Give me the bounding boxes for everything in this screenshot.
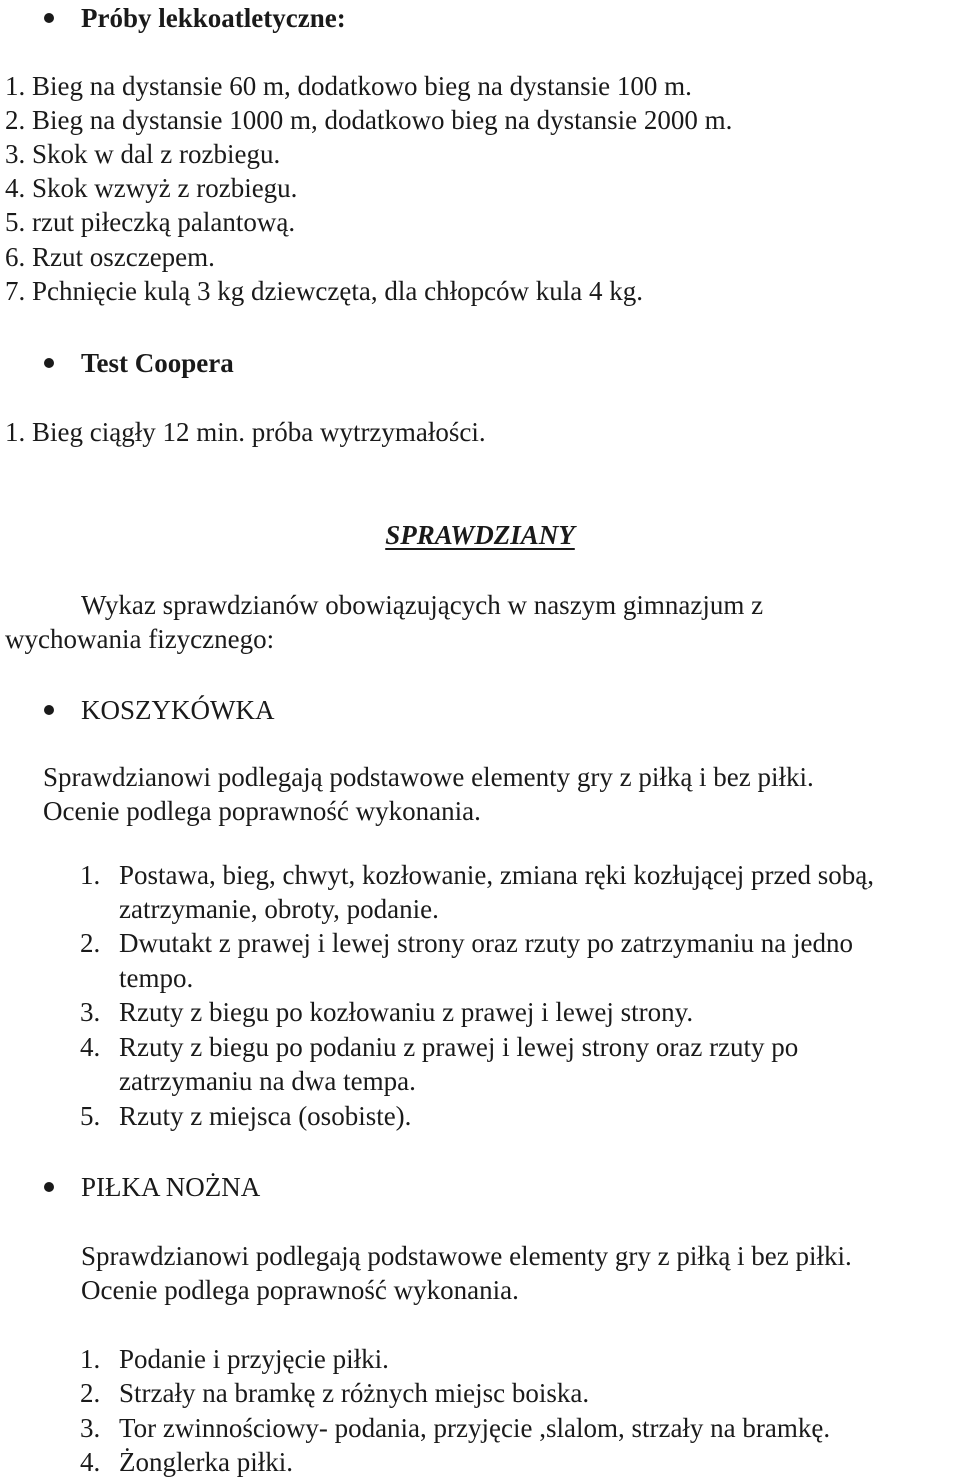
list-item-continuation: zatrzymanie, obroty, podanie. — [119, 894, 439, 924]
list-item-continuation: zatrzymaniu na dwa tempa. — [119, 1066, 416, 1096]
list-item: 1. Bieg ciągły 12 min. próba wytrzymałości. — [5, 417, 486, 447]
basketball-heading: KOSZYKÓWKA — [81, 695, 275, 725]
list-item: 5. rzut piłeczką palantową. — [5, 207, 296, 237]
item-number: 3. — [80, 1413, 101, 1443]
bullet-icon — [44, 1182, 54, 1192]
list-item: 6. Rzut oszczepem. — [5, 242, 215, 272]
list-item: Tor zwinnościowy- podania, przyjęcie ,slalom, strzały na bramkę. — [119, 1413, 831, 1443]
list-item: Rzuty z miejsca (osobiste). — [119, 1101, 412, 1131]
list-item: 4. Skok wzwyż z rozbiegu. — [5, 173, 298, 203]
bullet-icon — [44, 13, 54, 23]
list-item: 1. Bieg na dystansie 60 m, dodatkowo bieg na dystansie 100 m. — [5, 71, 692, 101]
list-item: Dwutakt z prawej i lewej strony oraz rzuty po zatrzymaniu na jedno — [119, 928, 853, 958]
cooper-heading: Test Coopera — [81, 348, 234, 378]
item-number: 1. — [80, 860, 101, 890]
list-item-continuation: tempo. — [119, 963, 194, 993]
item-number: 1. — [80, 1344, 101, 1374]
basketball-desc: Ocenie podlega poprawność wykonania. — [43, 796, 481, 826]
item-number: 4. — [80, 1032, 101, 1062]
list-item: Strzały na bramkę z różnych miejsc boiska. — [119, 1378, 590, 1408]
item-number: 5. — [80, 1101, 101, 1131]
basketball-desc: Sprawdzianowi podlegają podstawowe elementy gry z piłką i bez piłki. — [43, 762, 814, 792]
football-heading: PIŁKA NOŻNA — [81, 1172, 261, 1202]
tests-intro-line: wychowania fizycznego: — [5, 624, 275, 654]
football-desc: Ocenie podlega poprawność wykonania. — [81, 1275, 519, 1305]
football-desc: Sprawdzianowi podlegają podstawowe elementy gry z piłką i bez piłki. — [81, 1241, 852, 1271]
list-item: Rzuty z biegu po kozłowaniu z prawej i lewej strony. — [119, 997, 694, 1027]
tests-intro-line: Wykaz sprawdzianów obowiązujących w naszym gimnazjum z — [81, 590, 764, 620]
athletics-heading: Próby lekkoatletyczne: — [81, 3, 346, 33]
list-item: Rzuty z biegu po podaniu z prawej i lewej strony oraz rzuty po — [119, 1032, 799, 1062]
list-item: 2. Bieg na dystansie 1000 m, dodatkowo bieg na dystansie 2000 m. — [5, 105, 733, 135]
list-item: 7. Pchnięcie kulą 3 kg dziewczęta, dla chłopców kula 4 kg. — [5, 276, 644, 306]
list-item: Żonglerka piłki. — [119, 1447, 293, 1477]
item-number: 3. — [80, 997, 101, 1027]
tests-title: SPRAWDZIANY — [385, 520, 575, 550]
list-item: 3. Skok w dal z rozbiegu. — [5, 139, 281, 169]
bullet-icon — [44, 358, 54, 368]
list-item: Podanie i przyjęcie piłki. — [119, 1344, 389, 1374]
item-number: 2. — [80, 928, 101, 958]
list-item: Postawa, bieg, chwyt, kozłowanie, zmiana ręki kozłującej przed sobą, — [119, 860, 874, 890]
item-number: 2. — [80, 1378, 101, 1408]
item-number: 4. — [80, 1447, 101, 1477]
bullet-icon — [44, 705, 54, 715]
